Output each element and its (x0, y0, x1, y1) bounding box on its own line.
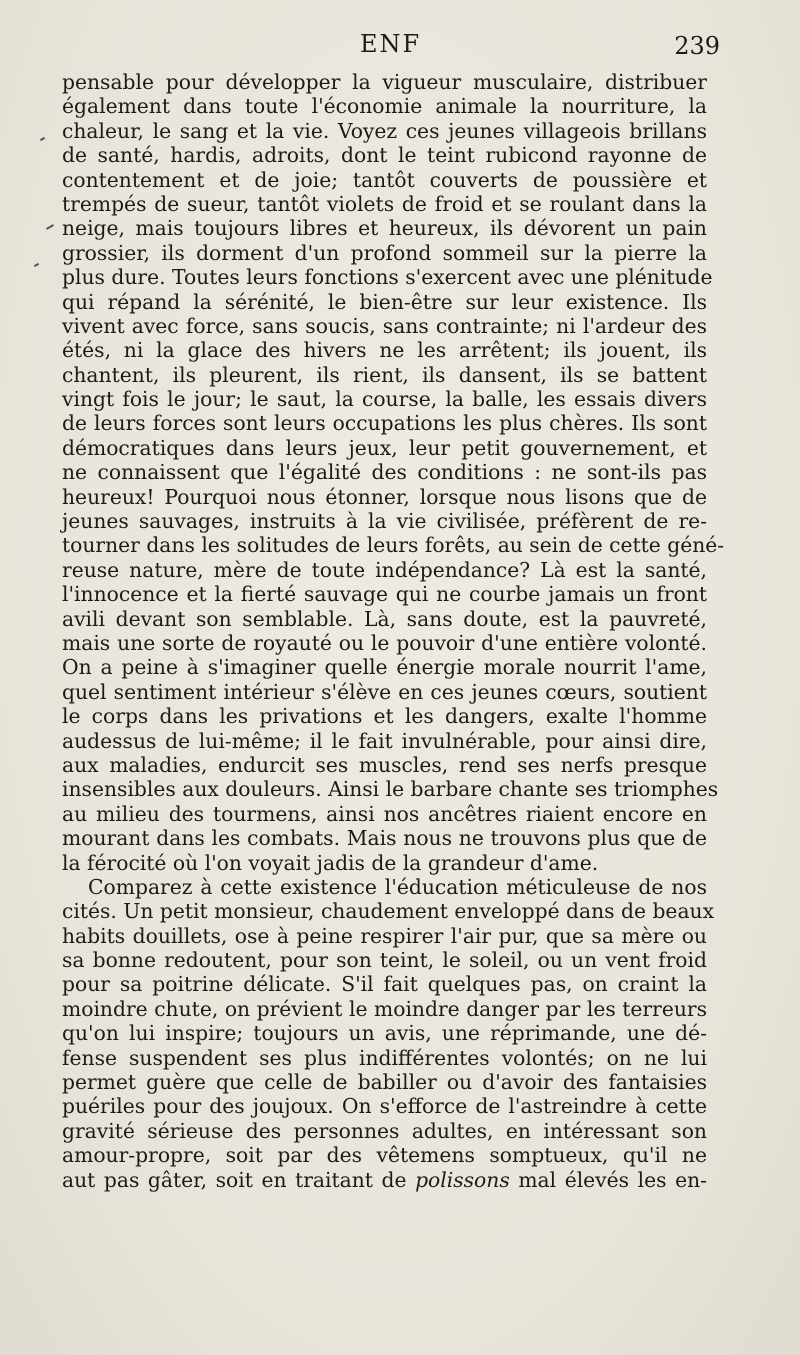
text-line: le corps dans les privations et les dangers, exalte l'homme (62, 704, 707, 729)
text-line: aux maladies, endurcit ses muscles, rend ses nerfs presque (62, 752, 707, 777)
text-line: mourant dans les combats. Mais nous ne trouvons plus que de (62, 826, 707, 851)
text-line: habits douillets, ose à peine respirer l'air pur, que sa mère ou (62, 923, 707, 948)
paragraph-1 (62, 70, 725, 875)
text-line: avili devant son semblable. Là, sans doute, est la pauvreté, (62, 606, 707, 631)
text-line: chaleur, le sang et la vie. Voyez ces jeunes villageois brillans (62, 118, 707, 143)
text-line: insensibles aux douleurs. Ainsi le barbare chante ses triomphes (62, 777, 719, 802)
text-line: étés, ni la glace des hivers ne les arrêtent; ils jouent, ils (62, 338, 707, 363)
running-head (60, 30, 720, 70)
text-line: de santé, hardis, adroits, dont le teint rubicond rayonne de (62, 143, 707, 168)
text-line: démocratiques dans leurs jeux, leur petit gouvernement, et (62, 435, 707, 460)
text-line: de leurs forces sont leurs occupations les plus chères. Ils sont (62, 411, 707, 436)
text-line: heureux! Pourquoi nous étonner, lorsque nous lisons que de (62, 484, 707, 509)
text-line: qu'on lui inspire; toujours un avis, une réprimande, une dé- (62, 1021, 707, 1046)
margin-mark (46, 224, 54, 230)
text-line: fense suspendent ses plus indifférentes volontés; on ne lui (62, 1045, 707, 1070)
text-line: jeunes sauvages, instruits à la vie civilisée, préfèrent de re- (62, 509, 707, 534)
text-line: plus dure. Toutes leurs fonctions s'exercent avec une plénitude (62, 265, 713, 290)
text-line: vingt fois le jour; le saut, la course, la balle, les essais divers (62, 387, 707, 412)
text-line-final (62, 1168, 707, 1192)
text-line: permet guère que celle de babiller ou d'avoir des fantaisies (62, 1070, 707, 1095)
text-line: vivent avec force, sans soucis, sans contrainte; ni l'ardeur des (62, 313, 707, 338)
margin-mark (34, 263, 39, 267)
text-line: puériles pour des joujoux. On s'efforce de l'astreindre à cette (62, 1094, 707, 1119)
running-head-title: ENF (360, 30, 422, 58)
text-line: Comparez à cette existence l'éducation méticuleuse de nos (88, 874, 707, 899)
text-line: quel sentiment intérieur s'élève en ces jeunes cœurs, soutient (62, 679, 707, 704)
text-line: sa bonne redoutent, pour son teint, le soleil, ou un vent froid (62, 948, 707, 973)
text-line: chantent, ils pleurent, ils rient, ils dansent, ils se battent (62, 362, 707, 387)
text-line: contentement et de joie; tantôt couverts de poussière et (62, 167, 707, 192)
text-line: audessus de lui-même; il le fait invulnérable, pour ainsi dire, (62, 728, 707, 753)
text-line: cités. Un petit monsieur, chaudement enveloppé dans de beaux (62, 899, 715, 924)
text-line: également dans toute l'économie animale la nourriture, la (62, 94, 707, 119)
text-line: On a peine à s'imaginer quelle énergie morale nourrit l'ame, (62, 655, 707, 680)
text-line: pensable pour développer la vigueur musculaire, distribuer (62, 70, 707, 94)
text-line: l'innocence et la fierté sauvage qui ne courbe jamais un front (62, 582, 707, 607)
text-line: moindre chute, on prévient le moindre danger par les terreurs (62, 996, 707, 1021)
text-line: gravité sérieuse des personnes adultes, en intéressant son (62, 1118, 707, 1143)
text-line: neige, mais toujours libres et heureux, ils dévorent un pain (62, 216, 707, 241)
text-line: reuse nature, mère de toute indépendance? Là est la santé, (62, 557, 707, 582)
text-line: qui répand la sérénité, le bien-être sur leur existence. Ils (62, 289, 707, 314)
body-text (62, 70, 725, 1192)
text-line: au milieu des tourmens, ainsi nos ancêtres riaient encore en (62, 801, 707, 826)
text-line: tourner dans les solitudes de leurs forêts, au sein de cette géné- (62, 533, 725, 558)
text-segment: aut pas gâter, soit en traitant de (62, 1167, 407, 1192)
italic-word: polissons (415, 1167, 510, 1192)
margin-mark (40, 137, 45, 141)
paragraph-2 (62, 874, 715, 1192)
text-line: amour-propre, soit par des vêtemens somptueux, qu'il ne (62, 1143, 707, 1168)
text-line: trempés de sueur, tantôt violets de froid et se roulant dans la (62, 191, 707, 216)
text-line: ne connaissent que l'égalité des conditions : ne sont-ils pas (62, 460, 707, 485)
page-number: 239 (674, 32, 720, 60)
text-line: pour sa poitrine délicate. S'il fait quelques pas, on craint la (62, 972, 707, 997)
text-line: mais une sorte de royauté ou le pouvoir d'une entière volonté. (62, 630, 707, 655)
text-line: la férocité où l'on voyait jadis de la grandeur d'ame. (62, 850, 599, 875)
text-line: grossier, ils dorment d'un profond sommeil sur la pierre la (62, 240, 707, 265)
text-segment: mal élevés les en- (509, 1167, 707, 1192)
